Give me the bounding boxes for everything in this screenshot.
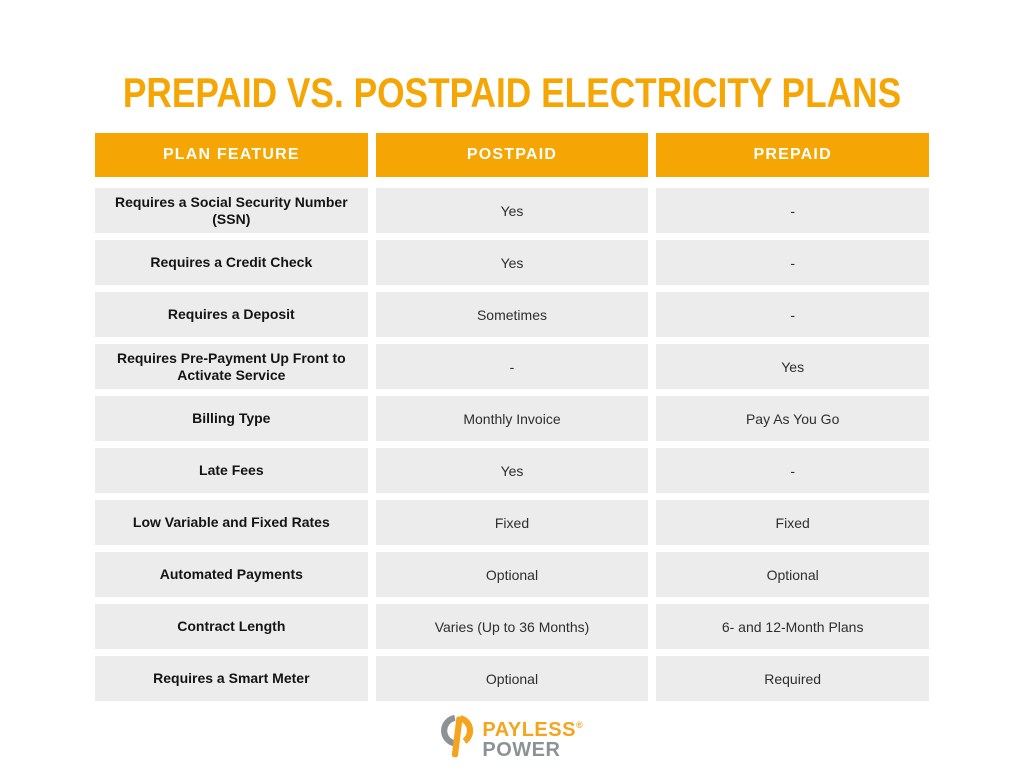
page-title: PREPAID VS. POSTPAID ELECTRICITY PLANS — [122, 69, 902, 116]
postpaid-cell: Sometimes — [376, 292, 649, 337]
postpaid-cell: Optional — [376, 656, 649, 701]
postpaid-cell: Yes — [376, 448, 649, 493]
prepaid-cell: Pay As You Go — [656, 396, 929, 441]
feature-cell: Requires Pre-Payment Up Front to Activate Service — [95, 344, 368, 389]
comparison-table — [95, 133, 929, 701]
table-row — [95, 656, 929, 701]
table-row — [95, 448, 929, 493]
table-body — [95, 188, 929, 701]
prepaid-cell: - — [656, 240, 929, 285]
postpaid-cell: Monthly Invoice — [376, 396, 649, 441]
prepaid-cell: Required — [656, 656, 929, 701]
feature-cell: Low Variable and Fixed Rates — [95, 500, 368, 545]
feature-cell: Requires a Social Security Number (SSN) — [95, 188, 368, 233]
postpaid-cell: Yes — [376, 240, 649, 285]
column-header-prepaid: PREPAID — [656, 133, 929, 177]
logo-wordmark-power: POWER — [482, 739, 561, 761]
postpaid-cell: Yes — [376, 188, 649, 233]
table-row — [95, 500, 929, 545]
registered-trademark-symbol: ® — [575, 720, 583, 730]
feature-cell: Contract Length — [95, 604, 368, 649]
prepaid-cell: Yes — [656, 344, 929, 389]
feature-cell: Late Fees — [95, 448, 368, 493]
table-row — [95, 292, 929, 337]
feature-cell: Automated Payments — [95, 552, 368, 597]
table-row — [95, 552, 929, 597]
prepaid-cell: 6- and 12-Month Plans — [656, 604, 929, 649]
postpaid-cell: Fixed — [376, 500, 649, 545]
column-header-plan-feature: PLAN FEATURE — [95, 133, 368, 177]
payless-power-monogram-icon — [441, 712, 475, 760]
prepaid-cell: - — [656, 292, 929, 337]
table-header-row — [95, 133, 929, 177]
prepaid-cell: - — [656, 448, 929, 493]
feature-cell: Requires a Credit Check — [95, 240, 368, 285]
logo-wordmark-payless: PAYLESS® — [482, 719, 583, 741]
postpaid-cell: Varies (Up to 36 Months) — [376, 604, 649, 649]
column-header-postpaid: POSTPAID — [376, 133, 649, 177]
table-row — [95, 344, 929, 389]
postpaid-cell: Optional — [376, 552, 649, 597]
logo-wordmark — [482, 715, 582, 760]
payless-power-logo — [0, 711, 1024, 760]
table-row — [95, 240, 929, 285]
table-row — [95, 188, 929, 233]
feature-cell: Requires a Deposit — [95, 292, 368, 337]
feature-cell: Billing Type — [95, 396, 368, 441]
prepaid-cell: Fixed — [656, 500, 929, 545]
feature-cell: Requires a Smart Meter — [95, 656, 368, 701]
table-row — [95, 396, 929, 441]
postpaid-cell: - — [376, 344, 649, 389]
table-row — [95, 604, 929, 649]
prepaid-cell: - — [656, 188, 929, 233]
prepaid-cell: Optional — [656, 552, 929, 597]
